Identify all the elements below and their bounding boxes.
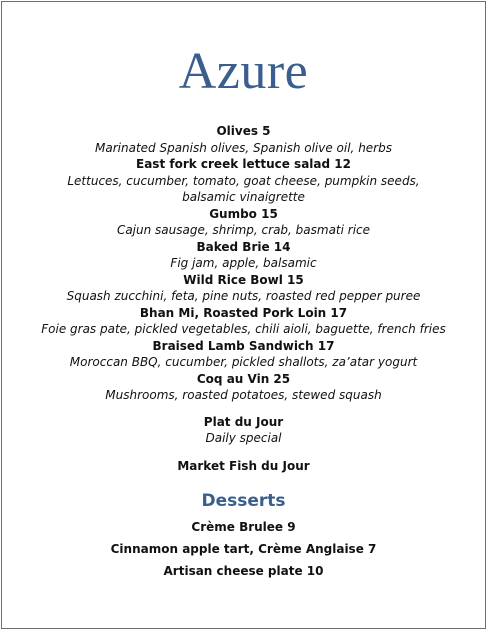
dessert-item: Crème Brulee 9	[191, 520, 296, 534]
plat-du-jour	[2, 414, 485, 447]
menu-item-description: Mushrooms, roasted potatoes, stewed squash	[105, 388, 382, 402]
menu-item-name: Gumbo 15	[209, 206, 278, 221]
menu-item-name: Braised Lamb Sandwich 17	[152, 338, 335, 353]
menu-item	[2, 239, 485, 272]
restaurant-title: Azure	[178, 43, 309, 100]
dessert-item: Artisan cheese plate 10	[163, 564, 324, 578]
menu-item-description: Lettuces, cucumber, tomato, goat cheese, pumpkin seeds, balsamic vinaigrette	[67, 173, 420, 204]
menu-item-name: Wild Rice Bowl 15	[183, 272, 304, 287]
menu-item-name: Olives 5	[216, 124, 271, 138]
menu-item	[2, 272, 485, 305]
menu-item-name: Coq au Vin 25	[196, 371, 291, 386]
market-fish: Market Fish du Jour	[177, 458, 310, 473]
menu-item-name: Baked Brie 14	[196, 239, 291, 254]
menu-item	[2, 305, 485, 338]
menu-item-description: Cajun sausage, shrimp, crab, basmati rice	[116, 223, 371, 237]
menu-item-name: Bhan Mi, Roasted Pork Loin 17	[139, 305, 348, 320]
menu-item-description: Fig jam, apple, balsamic	[170, 256, 317, 270]
menu-item-description: Foie gras pate, pickled vegetables, chili aioli, baguette, french fries	[41, 322, 446, 336]
menu-item-description: Moroccan BBQ, cucumber, pickled shallots, za’atar yogurt	[69, 355, 418, 369]
menu-item	[2, 371, 485, 404]
desserts-heading: Desserts	[201, 491, 286, 511]
menu-item	[2, 338, 485, 371]
plat-du-jour-name: Plat du Jour	[203, 414, 284, 429]
menu-item-name: East fork creek lettuce salad 12	[136, 157, 351, 171]
menu-item	[2, 123, 485, 156]
plat-du-jour-description: Daily special	[205, 431, 282, 445]
menu-page	[1, 1, 486, 629]
menu-item-description: Squash zucchini, feta, pine nuts, roasted red pepper puree	[66, 289, 421, 303]
dessert-item: Cinnamon apple tart, Crème Anglaise 7	[110, 542, 377, 556]
menu-item	[2, 156, 485, 206]
menu-list	[2, 123, 485, 585]
menu-item-description: Marinated Spanish olives, Spanish olive oil, herbs	[95, 140, 392, 155]
menu-item	[2, 206, 485, 239]
